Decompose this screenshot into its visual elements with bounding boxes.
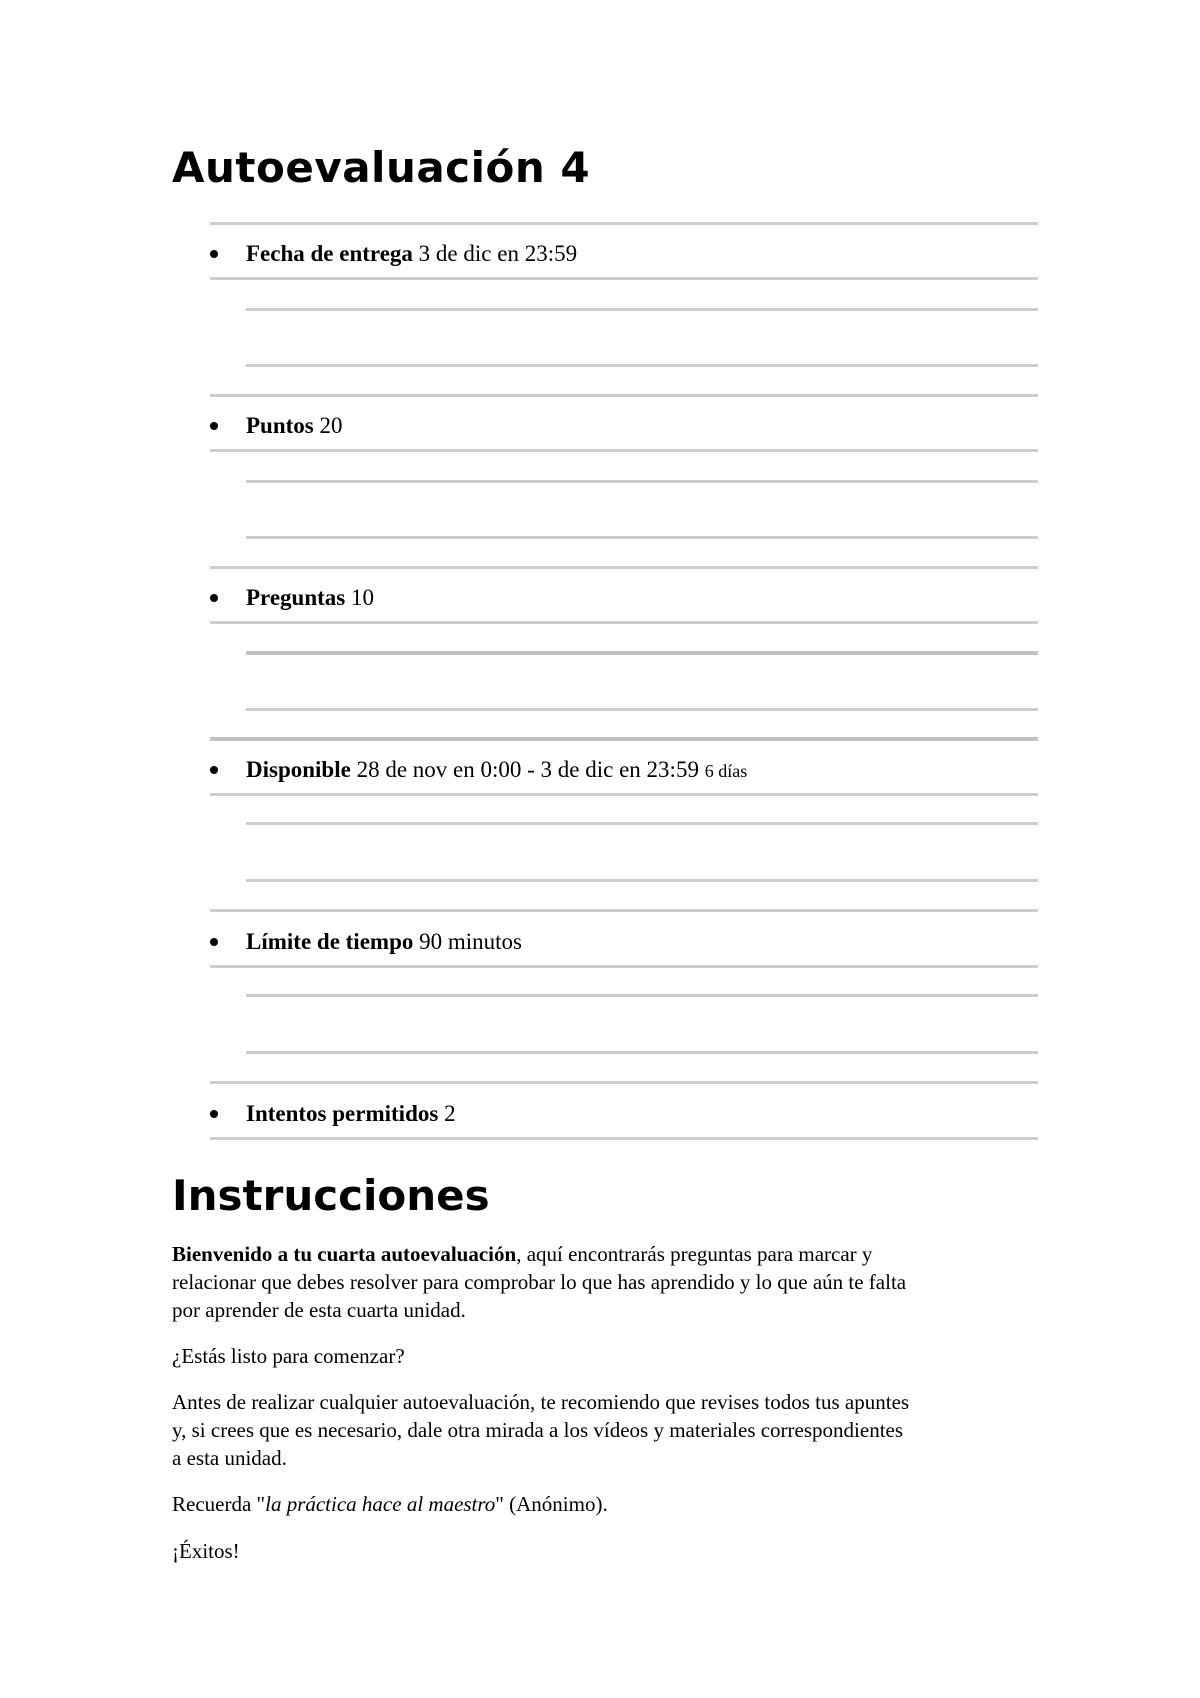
bullet-icon xyxy=(210,938,218,946)
closing-paragraph: ¡Éxitos! xyxy=(172,1539,240,1563)
divider xyxy=(246,536,1038,539)
divider xyxy=(246,480,1038,483)
divider xyxy=(210,394,1038,397)
divider xyxy=(210,793,1038,796)
intro-bold: Bienvenido a tu cuarta autoevaluación xyxy=(172,1242,517,1266)
instructions-heading: Instrucciones xyxy=(172,1171,490,1220)
bullet-icon xyxy=(210,1110,218,1118)
quote-paragraph xyxy=(172,1490,1038,1518)
meta-value: 20 xyxy=(319,413,343,438)
intro-text: , aquí encontrarás preguntas para marcar y xyxy=(516,1242,873,1266)
advice-paragraph xyxy=(172,1388,1038,1472)
meta-label: Puntos xyxy=(246,413,314,438)
divider xyxy=(210,222,1038,225)
divider xyxy=(246,822,1038,825)
divider xyxy=(246,308,1038,311)
divider xyxy=(246,708,1038,711)
meta-label: Fecha de entrega xyxy=(246,241,413,266)
intro-paragraph xyxy=(172,1240,1038,1324)
question-paragraph: ¿Estás listo para comenzar? xyxy=(172,1344,405,1368)
divider xyxy=(210,277,1038,280)
divider xyxy=(246,994,1038,997)
meta-extra: 6 días xyxy=(704,761,748,781)
meta-item-attempts xyxy=(210,1096,1038,1132)
meta-item-questions xyxy=(210,580,1038,616)
divider xyxy=(210,621,1038,624)
bullet-icon xyxy=(210,250,218,258)
quote-prefix: Recuerda " xyxy=(172,1492,266,1516)
divider xyxy=(210,449,1038,452)
intro-text: relacionar que debes resolver para comprobar lo que has aprendido y lo que aún te falta xyxy=(172,1270,907,1294)
divider xyxy=(210,566,1038,569)
page-title: Autoevaluación 4 xyxy=(172,143,591,192)
divider xyxy=(246,879,1038,882)
meta-label: Límite de tiempo xyxy=(246,929,414,954)
meta-label: Preguntas xyxy=(246,585,346,610)
divider xyxy=(246,651,1038,655)
meta-label: Disponible xyxy=(246,757,351,782)
meta-item-time-limit xyxy=(210,924,1038,960)
divider xyxy=(246,364,1038,367)
meta-value: 2 xyxy=(444,1101,456,1126)
meta-value: 90 minutos xyxy=(419,929,522,954)
divider xyxy=(210,909,1038,912)
advice-text: Antes de realizar cualquier autoevaluación, te recomiendo que revises todos tus apuntes xyxy=(172,1390,910,1414)
meta-label: Intentos permitidos xyxy=(246,1101,439,1126)
advice-text: a esta unidad. xyxy=(172,1446,287,1470)
quote-suffix: " (Anónimo). xyxy=(495,1492,608,1516)
intro-text: por aprender de esta cuarta unidad. xyxy=(172,1298,466,1322)
advice-text: y, si crees que es necesario, dale otra mirada a los vídeos y materiales correspondientes xyxy=(172,1418,904,1442)
divider xyxy=(210,965,1038,968)
meta-value: 28 de nov en 0:00 - 3 de dic en 23:59 xyxy=(356,757,699,782)
bullet-icon xyxy=(210,594,218,602)
meta-item-due-date xyxy=(210,236,1038,272)
bullet-icon xyxy=(210,766,218,774)
divider xyxy=(210,737,1038,741)
quote-text: la práctica hace al maestro xyxy=(265,1492,496,1516)
bullet-icon xyxy=(210,422,218,430)
divider xyxy=(246,1051,1038,1054)
meta-item-available xyxy=(210,752,1038,788)
meta-value: 3 de dic en 23:59 xyxy=(418,241,578,266)
divider xyxy=(210,1137,1038,1140)
divider xyxy=(210,1081,1038,1084)
meta-item-points xyxy=(210,408,1038,444)
meta-value: 10 xyxy=(351,585,374,610)
